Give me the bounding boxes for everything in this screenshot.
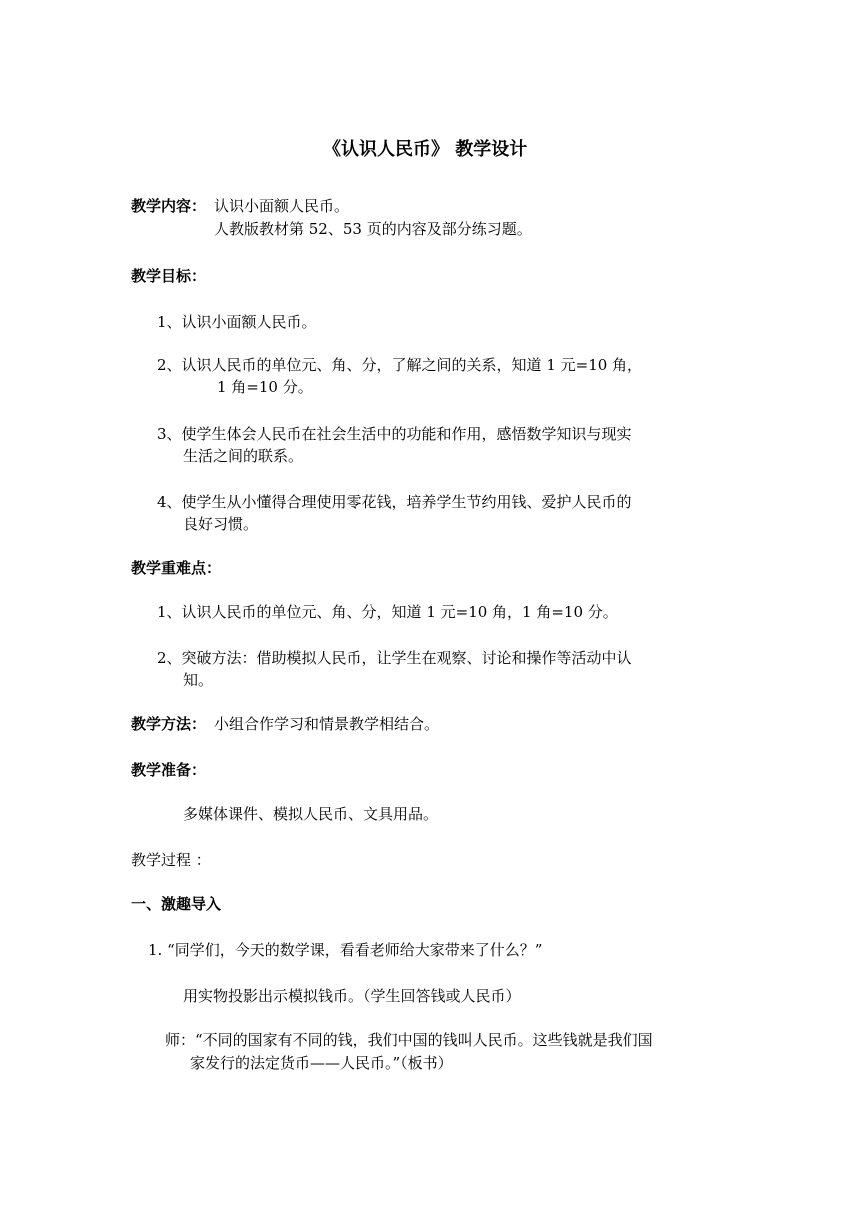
goal-item-1: 1、认识小面额人民币。 xyxy=(157,313,317,331)
goal-item-2-cont: 1 角=10 分。 xyxy=(217,378,313,396)
key-point-item-2-cont: 知。 xyxy=(183,671,214,689)
key-points-label: 教学重难点： xyxy=(131,559,222,577)
key-point-item-1: 1、认识人民币的单位元、角、分，知道 1 元=10 角，1 角=10 分。 xyxy=(157,603,618,621)
goal-item-4-cont: 良好习惯。 xyxy=(183,515,259,533)
preparation-label: 教学准备： xyxy=(131,761,207,779)
goals-label: 教学目标： xyxy=(131,267,207,285)
goal-item-2: 2、认识人民币的单位元、角、分，了解之间的关系，知道 1 元=10 角， xyxy=(157,356,643,374)
section-1-item-1: 1. “同学们，今天的数学课，看看老师给大家带来了什么？” xyxy=(148,941,543,959)
section-1-item-1-note: 用实物投影出示模拟钱币。（学生回答钱或人民币） xyxy=(183,987,521,1005)
document-title: 《认识人民币》 教学设计 xyxy=(323,139,528,160)
goal-item-4: 4、使学生从小懂得合理使用零花钱，培养学生节约用钱、爱护人民币的 xyxy=(157,493,632,511)
method-text: 小组合作学习和情景教学相结合。 xyxy=(214,715,440,733)
content-line-1: 认识小面额人民币。 xyxy=(214,197,350,215)
section-1-heading: 一、激趣导入 xyxy=(131,895,222,913)
key-point-item-2: 2、突破方法：借助模拟人民币，让学生在观察、讨论和操作等活动中认 xyxy=(157,649,632,667)
teacher-line-1: 师：“不同的国家有不同的钱，我们中国的钱叫人民币。这些钱就是我们国 xyxy=(165,1031,653,1049)
preparation-text: 多媒体课件、模拟人民币、文具用品。 xyxy=(183,805,439,823)
goal-item-3: 3、使学生体会人民币在社会生活中的功能和作用，感悟数学知识与现实 xyxy=(157,425,632,443)
content-label: 教学内容： xyxy=(131,197,207,215)
goal-item-3-cont: 生活之间的联系。 xyxy=(183,447,304,465)
content-line-2: 人教版教材第 52、53 页的内容及部分练习题。 xyxy=(214,220,532,238)
teacher-line-2: 家发行的法定货币——人民币。”（板书） xyxy=(190,1054,453,1072)
process-label: 教学过程 ： xyxy=(131,851,211,869)
method-label: 教学方法： xyxy=(131,715,207,733)
